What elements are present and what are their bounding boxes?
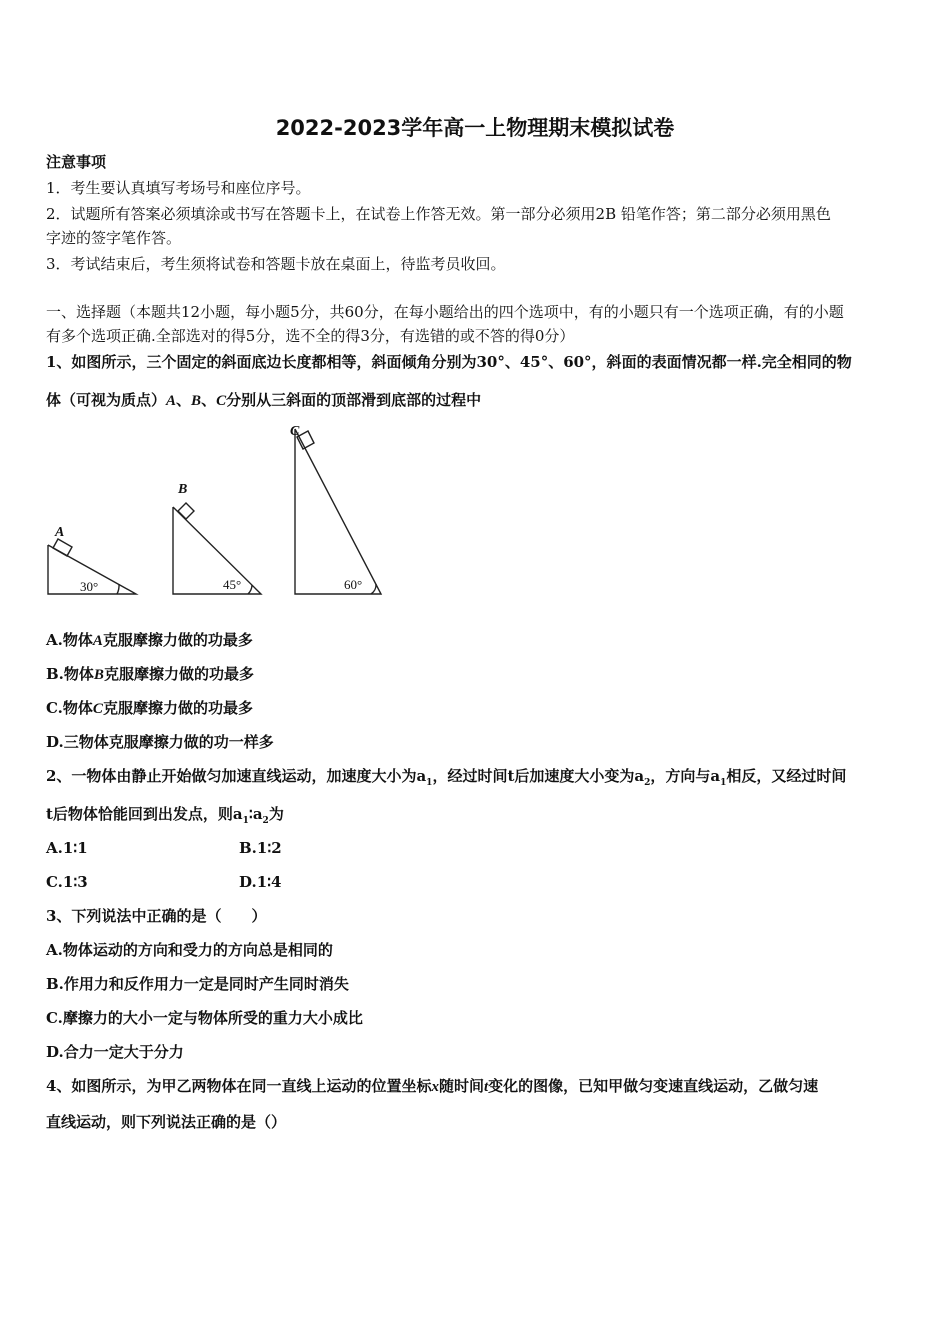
incline-60	[295, 429, 381, 594]
q1-var-c: C	[216, 393, 227, 409]
option-var: B	[93, 667, 104, 683]
q2-text: ，经过时间t后加速度大小变为a	[432, 767, 645, 785]
option-text: 物体	[63, 665, 94, 683]
option-text: 物体	[62, 631, 93, 649]
q2-option-b[interactable]: B.1∶2	[239, 839, 282, 857]
option-text: 物体	[62, 699, 93, 717]
block-c	[297, 431, 314, 449]
q2-text: ，方向与a	[650, 767, 721, 785]
q1-option-b[interactable]	[46, 664, 254, 685]
q2-text: 为	[268, 805, 284, 823]
q3-option-d[interactable]: D.合力一定大于分力	[46, 1043, 184, 1061]
q2-option-d[interactable]: D.1∶4	[239, 873, 282, 891]
q2-text: 相反，又经过时间	[726, 767, 847, 785]
q1-var-b: B	[191, 393, 202, 409]
option-text: 克服摩擦力做的功最多	[102, 699, 253, 717]
q1-stem-line2	[46, 390, 481, 411]
option-var: C	[92, 701, 103, 717]
q4-stem-line2: 直线运动，则下列说法正确的是（）	[46, 1113, 287, 1131]
q1-option-c[interactable]	[46, 698, 253, 719]
angle-60-label: 60°	[344, 577, 363, 592]
q2-text: 2、一物体由静止开始做匀加速直线运动，加速度大小为a	[46, 767, 427, 785]
option-key: B.	[46, 665, 64, 683]
q2-text: ∶a	[248, 805, 263, 823]
q3-stem: 3、下列说法中正确的是（ ）	[46, 907, 267, 925]
option-key: A.	[46, 631, 63, 649]
notice-item-2-cont: 字迹的签字笔作答。	[46, 229, 182, 247]
option-text: 克服摩擦力做的功最多	[103, 665, 254, 683]
angle-45-label: 45°	[223, 577, 242, 592]
q2-stem-line1	[46, 766, 846, 793]
q1-stem-line1: 1、如图所示，三个固定的斜面底边长度都相等，斜面倾角分别为30°、45°、60°，斜面的表面情况都一样.完全相同的物	[46, 353, 852, 371]
option-text: 三物体克服摩擦力做的功一样多	[63, 733, 274, 751]
label-b: B	[178, 482, 188, 497]
notice-item-2: 2．试题所有答案必须填涂或书写在答题卡上，在试卷上作答无效。第一部分必须用2B 铅笔作答；第二部分必须用黑色	[46, 205, 831, 223]
option-text: 克服摩擦力做的功最多	[102, 631, 253, 649]
q3-option-c[interactable]: C.摩擦力的大小一定与物体所受的重力大小成比	[46, 1009, 363, 1027]
subscript: 2	[262, 816, 269, 826]
subscript: 1	[426, 778, 433, 788]
option-var: A	[92, 633, 103, 649]
q4-text: 4、如图所示，为甲乙两物体在同一直线上运动的位置坐标	[46, 1077, 432, 1095]
block-b	[178, 503, 194, 519]
q4-stem-line1	[46, 1076, 818, 1097]
block-a	[53, 539, 72, 556]
q1-text: 体（可视为质点）	[46, 391, 167, 409]
q1-text: 分别从三斜面的顶部滑到底部的过程中	[226, 391, 482, 409]
q2-stem-line2	[46, 804, 284, 831]
angle-30-label: 30°	[80, 579, 99, 594]
q1-option-d[interactable]	[46, 732, 274, 752]
q4-var-t: t	[483, 1079, 489, 1095]
section-instructions-2: 有多个选项正确.全部选对的得5分，选不全的得3分，有选错的或不答的得0分）	[46, 327, 575, 345]
inclines-figure	[0, 415, 420, 605]
subscript: 1	[242, 816, 249, 826]
notice-item-1: 1．考生要认真填写考场号和座位序号。	[46, 179, 311, 197]
q2-option-c[interactable]: C.1∶3	[46, 873, 88, 891]
section-instructions-1: 一、选择题（本题共12小题，每小题5分，共60分，在每小题给出的四个选项中，有的小题只有一个选项正确，有的小题	[46, 303, 844, 321]
q2-option-a[interactable]: A.1∶1	[46, 839, 88, 857]
page-title: 2022-2023学年高一上物理期末模拟试卷	[275, 116, 675, 140]
q2-text: t后物体恰能回到出发点，则a	[46, 805, 243, 823]
q1-sep: 、	[176, 391, 192, 409]
q1-var-a: A	[166, 393, 177, 409]
subscript: 1	[720, 778, 727, 788]
label-a: A	[55, 525, 65, 540]
option-key: C.	[46, 699, 63, 717]
notice-item-3: 3．考试结束后，考生须将试卷和答题卡放在桌面上，待监考员收回。	[46, 255, 506, 273]
option-key: D.	[46, 733, 64, 751]
notice-heading: 注意事项	[46, 153, 107, 171]
angle-arc-60	[371, 584, 376, 594]
label-c: C	[290, 424, 300, 439]
q4-text: 变化的图像，已知甲做匀变速直线运动，乙做匀速	[488, 1077, 819, 1095]
q1-option-a[interactable]	[46, 630, 253, 651]
q1-sep: 、	[201, 391, 217, 409]
incline-45	[173, 507, 261, 594]
q4-var-x: x	[431, 1079, 439, 1095]
angle-arc-30	[117, 584, 119, 594]
subscript: 2	[644, 778, 651, 788]
q4-text: 随时间	[438, 1077, 484, 1095]
q3-option-a[interactable]: A.物体运动的方向和受力的方向总是相同的	[46, 941, 333, 959]
angle-arc-45	[248, 585, 252, 594]
q3-option-b[interactable]: B.作用力和反作用力一定是同时产生同时消失	[46, 975, 349, 993]
